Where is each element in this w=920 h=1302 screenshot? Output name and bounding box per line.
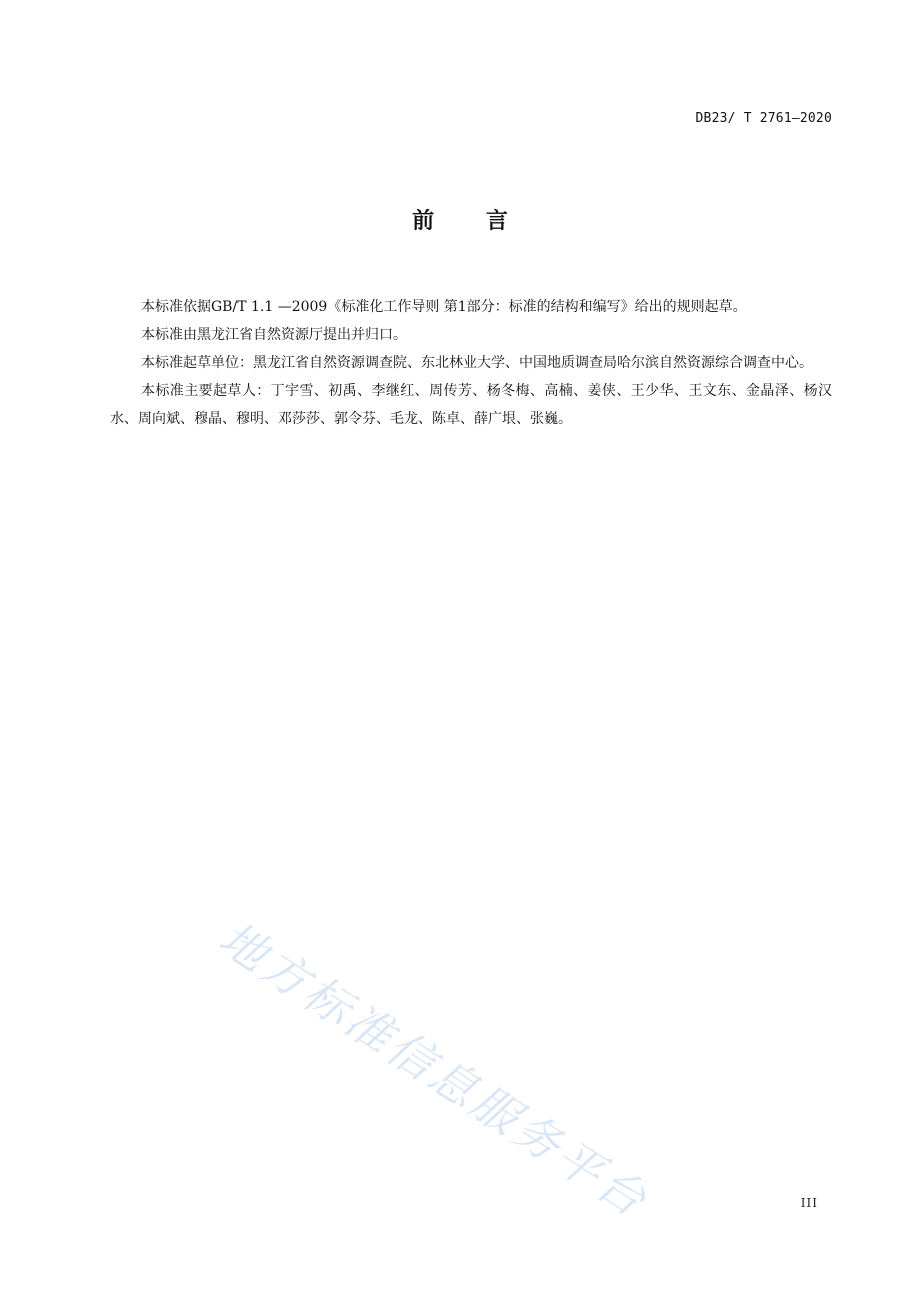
paragraph-proposer: 本标准由黑龙江省自然资源厅提出并归口。 — [141, 327, 407, 343]
preface-body — [110, 293, 832, 433]
page-title: 前 言 — [412, 209, 530, 234]
paragraph-drafting-rules: 本标准依据GB/T 1.1 —2009《标准化工作导则 第1部分：标准的结构和编写》给出的规则起草。 — [141, 299, 747, 315]
paragraph-drafting-units: 本标准起草单位：黑龙江省自然资源调查院、东北林业大学、中国地质调查局哈尔滨自然资源综合调查中心。 — [141, 355, 813, 371]
paragraph-drafters: 本标准主要起草人：丁宇雪、初禹、李继红、周传芳、杨冬梅、高楠、姜侠、王少华、王文东、金晶泽、杨汉水、周向斌、穆晶、穆明、邓莎莎、郭令芬、毛龙、陈卓、薛广垠、张巍。 — [110, 383, 832, 427]
standard-code: DB23/ T 2761—2020 — [695, 111, 832, 126]
page-number: III — [800, 1196, 818, 1210]
watermark-text: 地方标准信息服务平台 — [209, 910, 659, 1229]
